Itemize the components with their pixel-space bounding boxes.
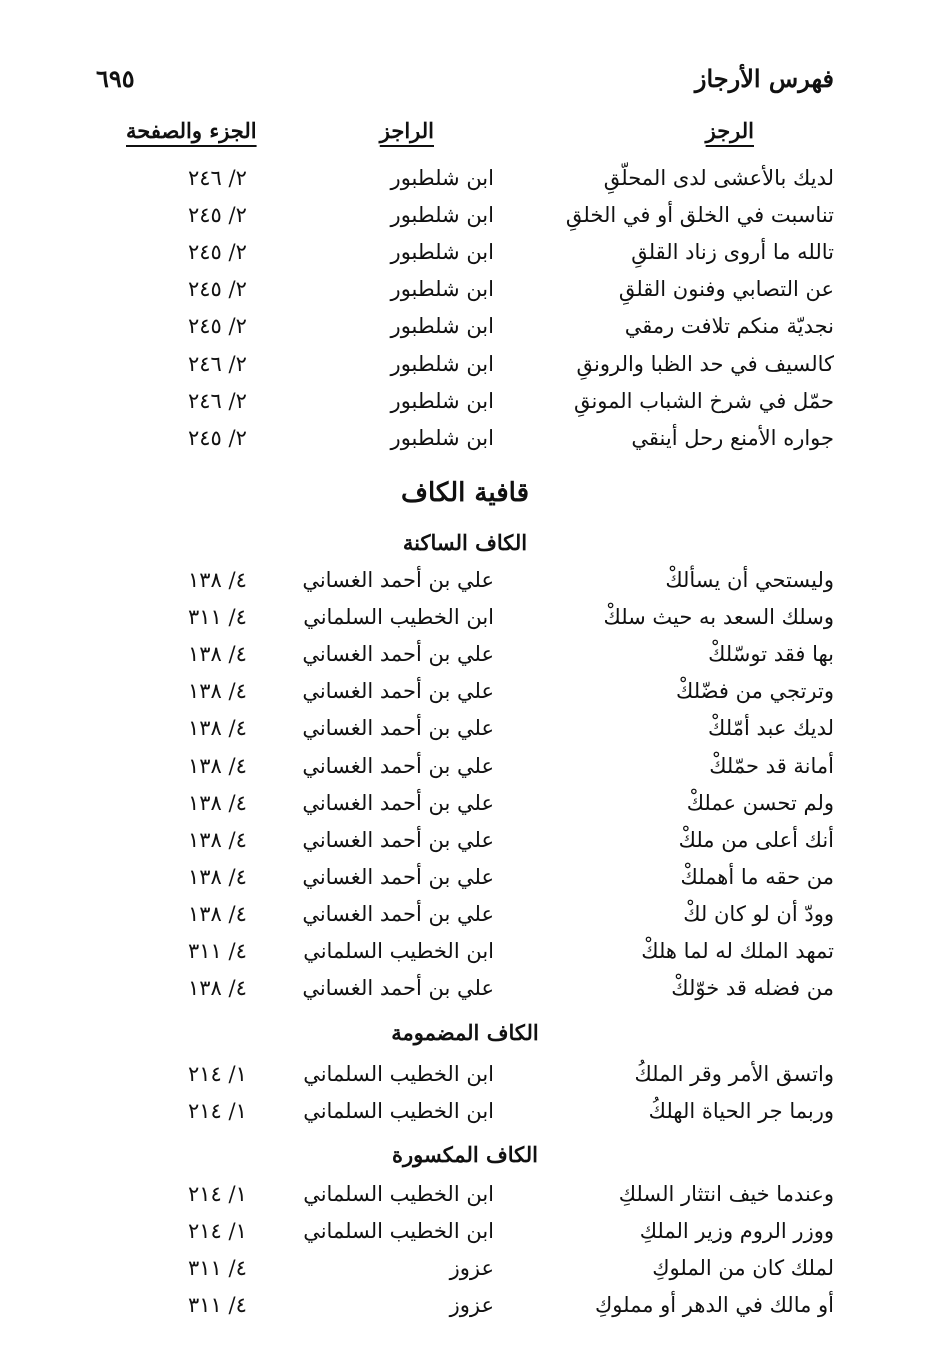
poet-name: علي بن أحمد الغساني: [302, 864, 494, 889]
section-heading: قافية الكاف: [401, 478, 529, 508]
poet-name: ابن شلطبور: [390, 240, 494, 265]
verse-text: وربما جر الحياة الهلكُ: [648, 1099, 834, 1124]
table-row: [96, 976, 834, 1012]
column-header-verse: الرجز: [705, 118, 754, 143]
poet-name: ابن الخطيب السلماني: [303, 605, 494, 630]
volume-page-ref: ٤/ ١٣٨: [188, 864, 247, 889]
verse-text: لملك كان من الملوكِ: [652, 1256, 834, 1281]
table-row: [96, 791, 834, 827]
table-row: [96, 865, 834, 901]
subsection-heading: الكاف الساكنة: [402, 530, 528, 555]
table-row: [96, 1293, 834, 1329]
poet-name: عزوز: [449, 1293, 494, 1318]
verse-text: وسلك السعد به حيث سلكْ: [603, 605, 834, 630]
poet-name: علي بن أحمد الغساني: [302, 790, 494, 815]
table-row: [96, 679, 834, 715]
verse-text: ووزر الروم وزير الملكِ: [639, 1219, 834, 1244]
poet-name: علي بن أحمد الغساني: [302, 753, 494, 778]
verse-text: تالله ما أروى زناد القلقِ: [631, 240, 834, 265]
poet-name: علي بن أحمد الغساني: [302, 716, 494, 741]
verse-text: من فضله قد خوّلكْ: [671, 976, 834, 1001]
volume-page-ref: ٤/ ٣١١: [188, 605, 247, 630]
verse-text: واتسق الأمر وقر الملكُ: [634, 1062, 834, 1086]
table-row: [96, 605, 834, 641]
table-row: [96, 240, 834, 276]
table-row: [96, 939, 834, 975]
table-row: [96, 314, 834, 350]
volume-page-ref: ٤/ ٣١١: [188, 939, 247, 963]
verse-text: تمهد الملك له لما هلكْ: [641, 939, 834, 963]
poet-name: علي بن أحمد الغساني: [302, 642, 494, 667]
poet-name: ابن الخطيب السلماني: [303, 1182, 494, 1206]
volume-page-ref: ٤/ ٣١١: [188, 1293, 247, 1318]
verse-text: حمّل في شرخ الشباب المونقِ: [573, 388, 834, 413]
poet-name: عزوز: [449, 1256, 494, 1281]
poet-name: ابن شلطبور: [390, 314, 494, 339]
volume-page-ref: ٢/ ٢٤٥: [188, 240, 247, 265]
table-row: [96, 1182, 834, 1218]
subsection-heading: الكاف المكسورة: [391, 1142, 538, 1167]
volume-page-ref: ٢/ ٢٤٥: [188, 314, 247, 339]
poet-name: ابن الخطيب السلماني: [303, 939, 494, 963]
verse-text: أنك أعلى من ملكْ: [678, 827, 834, 852]
volume-page-ref: ٤/ ١٣٨: [188, 753, 247, 778]
verse-text: وليستحي أن يسألكْ: [665, 568, 834, 592]
verse-text: جواره الأمنع رحل أينقي: [631, 425, 834, 450]
table-row: [96, 389, 834, 425]
verse-text: لديك بالأعشى لدى المحلّقِ: [603, 166, 834, 190]
table-row: [96, 426, 834, 462]
subsection-heading: الكاف المضمومة: [391, 1020, 539, 1045]
volume-page-ref: ٤/ ٣١١: [188, 1256, 247, 1281]
column-header-ref: الجزء والصفحة: [126, 118, 257, 143]
volume-page-ref: ٢/ ٢٤٦: [188, 351, 247, 376]
verse-text: أو مالك في الدهر أو مملوكِ: [594, 1293, 834, 1318]
column-headers: [96, 118, 834, 158]
poet-name: علي بن أحمد الغساني: [302, 679, 494, 704]
verse-text: وعندما خيف انتثار السلكِ: [618, 1182, 834, 1206]
volume-page-ref: ٤/ ١٣٨: [188, 827, 247, 852]
table-row: [96, 568, 834, 604]
verse-text: من حقه ما أهملكْ: [680, 864, 834, 889]
verse-text: بها فقد توسّلكْ: [708, 642, 834, 667]
table-row: [96, 1256, 834, 1292]
volume-page-ref: ١/ ٢١٤: [188, 1219, 247, 1244]
table-row: [96, 642, 834, 678]
poet-name: علي بن أحمد الغساني: [302, 901, 494, 926]
poet-name: ابن شلطبور: [390, 166, 494, 190]
poet-name: ابن شلطبور: [390, 425, 494, 450]
table-row: [96, 277, 834, 313]
table-row: [96, 352, 834, 388]
page-header: [96, 64, 834, 104]
volume-page-ref: ١/ ٢١٤: [188, 1099, 247, 1124]
volume-page-ref: ٤/ ١٣٨: [188, 642, 247, 667]
poet-name: ابن شلطبور: [390, 277, 494, 302]
poet-name: ابن الخطيب السلماني: [303, 1062, 494, 1086]
poet-name: ابن شلطبور: [390, 203, 494, 228]
volume-page-ref: ٢/ ٢٤٥: [188, 203, 247, 228]
volume-page-ref: ٤/ ١٣٨: [188, 568, 247, 592]
poet-name: ابن الخطيب السلماني: [303, 1219, 494, 1244]
table-row: [96, 203, 834, 239]
verse-text: أمانة قد حمّلكْ: [709, 753, 834, 778]
page-number: ٦٩٥: [96, 64, 135, 93]
verse-text: وودّ أن لو كان لكْ: [683, 901, 834, 926]
table-row: [96, 754, 834, 790]
volume-page-ref: ٢/ ٢٤٦: [188, 166, 247, 190]
table-row: [96, 1062, 834, 1098]
poet-name: ابن الخطيب السلماني: [303, 1099, 494, 1124]
volume-page-ref: ٤/ ١٣٨: [188, 679, 247, 704]
table-row: [96, 828, 834, 864]
volume-page-ref: ١/ ٢١٤: [188, 1062, 247, 1086]
verse-text: وترتجي من فضّلكْ: [676, 679, 834, 704]
table-row: [96, 1099, 834, 1135]
verse-text: كالسيف في حد الظبا والرونقِ: [576, 351, 834, 376]
verse-text: تناسبت في الخلق أو في الخلقِ: [565, 203, 834, 228]
table-row: [96, 166, 834, 202]
running-title: فهرس الأرجاز: [694, 64, 834, 93]
table-row: [96, 1219, 834, 1255]
poet-name: علي بن أحمد الغساني: [302, 827, 494, 852]
volume-page-ref: ٤/ ١٣٨: [188, 716, 247, 741]
volume-page-ref: ١/ ٢١٤: [188, 1182, 247, 1206]
table-row: [96, 902, 834, 938]
poet-name: ابن شلطبور: [390, 351, 494, 376]
table-row: [96, 716, 834, 752]
poet-name: علي بن أحمد الغساني: [302, 568, 494, 592]
verse-text: ولم تحسن عملكْ: [686, 790, 834, 815]
verse-text: لديك عبد أمّلكْ: [708, 716, 834, 741]
volume-page-ref: ٤/ ١٣٨: [188, 901, 247, 926]
verse-text: نجديّة منكم تلافت رمقي: [624, 314, 834, 339]
volume-page-ref: ٢/ ٢٤٥: [188, 277, 247, 302]
volume-page-ref: ٤/ ١٣٨: [188, 790, 247, 815]
volume-page-ref: ٤/ ١٣٨: [188, 976, 247, 1001]
volume-page-ref: ٢/ ٢٤٥: [188, 425, 247, 450]
volume-page-ref: ٢/ ٢٤٦: [188, 388, 247, 413]
verse-text: عن التصابي وفنون القلقِ: [618, 277, 834, 302]
poet-name: ابن شلطبور: [390, 388, 494, 413]
column-header-poet: الراجز: [379, 118, 434, 143]
poet-name: علي بن أحمد الغساني: [302, 976, 494, 1001]
